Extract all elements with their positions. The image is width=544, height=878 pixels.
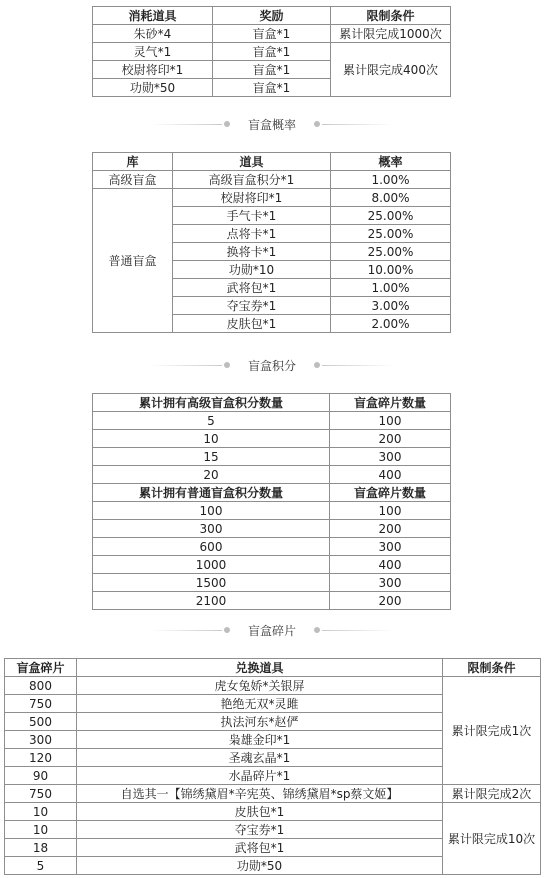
fragment-cost-cell: 5	[5, 857, 77, 875]
header-rate: 概率	[331, 153, 451, 171]
reward-cell: 盲盒*1	[213, 79, 331, 97]
limit-cell: 累计限完成1次	[443, 677, 541, 785]
header-consume-item: 消耗道具	[93, 7, 213, 25]
table-header-row	[5, 659, 541, 677]
limit-cell: 累计限完成10次	[443, 803, 541, 875]
probability-table	[92, 152, 451, 333]
header-fragment-count: 盲盒碎片数量	[330, 394, 451, 412]
limit-cell: 累计限完成2次	[443, 785, 541, 803]
fragment-cost-cell: 10	[5, 821, 77, 839]
divider-line	[150, 124, 222, 125]
fragment-count-cell: 100	[330, 412, 451, 430]
table-row	[93, 171, 451, 189]
table-header-row	[93, 153, 451, 171]
divider-line	[322, 365, 394, 366]
section-divider-probability	[0, 115, 544, 135]
exchange-item-cell: 虎女兔娇*关银屏	[77, 677, 443, 695]
header-pool: 库	[93, 153, 173, 171]
table-row	[93, 520, 451, 538]
table-row	[93, 502, 451, 520]
table-row	[93, 430, 451, 448]
fragment-count-cell: 200	[330, 430, 451, 448]
fragment-count-cell: 400	[330, 556, 451, 574]
points-cell: 1500	[93, 574, 330, 592]
table-row	[93, 189, 451, 207]
section-divider-points	[0, 356, 544, 376]
exchange-item-cell: 自选其一【锦绣黛眉*辛宪英、锦绣黛眉*sp蔡文姬】	[77, 785, 443, 803]
fragment-cost-cell: 750	[5, 785, 77, 803]
points-cell: 5	[93, 412, 330, 430]
header-fragment-cost: 盲盒碎片	[5, 659, 77, 677]
fragment-count-cell: 200	[330, 592, 451, 610]
exchange-item-cell: 功勋*50	[77, 857, 443, 875]
fragment-cost-cell: 90	[5, 767, 77, 785]
exchange-item-cell: 夺宝券*1	[77, 821, 443, 839]
item-cell: 功勋*10	[173, 261, 331, 279]
rate-cell: 2.00%	[331, 315, 451, 333]
rate-cell: 1.00%	[331, 171, 451, 189]
rate-cell: 8.00%	[331, 189, 451, 207]
table-row	[93, 43, 451, 61]
exchange-item-cell: 皮肤包*1	[77, 803, 443, 821]
item-cell: 校尉将印*1	[173, 189, 331, 207]
rate-cell: 10.00%	[331, 261, 451, 279]
fragment-cost-cell: 750	[5, 695, 77, 713]
limit-cell: 累计限完成1000次	[331, 25, 451, 43]
fragment-cost-cell: 300	[5, 731, 77, 749]
table-row	[93, 25, 451, 43]
points-cell: 300	[93, 520, 330, 538]
table-row	[5, 785, 541, 803]
table-row	[5, 677, 541, 695]
points-cell: 20	[93, 466, 330, 484]
header-normal-points: 累计拥有普通盲盒积分数量	[93, 484, 330, 502]
section-divider-fragments	[0, 621, 544, 641]
section-title-fragments: 盲盒碎片	[247, 624, 296, 638]
table-row	[93, 592, 451, 610]
divider-dot	[314, 121, 320, 127]
rate-cell: 3.00%	[331, 297, 451, 315]
item-cell: 手气卡*1	[173, 207, 331, 225]
table-header-row	[93, 394, 451, 412]
divider-line	[322, 124, 394, 125]
consume-item-cell: 朱砂*4	[93, 25, 213, 43]
item-cell: 夺宝券*1	[173, 297, 331, 315]
fragments-exchange-table	[4, 658, 541, 875]
reward-cell: 盲盒*1	[213, 25, 331, 43]
exchange-item-cell: 枭雄金印*1	[77, 731, 443, 749]
fragment-cost-cell: 800	[5, 677, 77, 695]
fragment-count-cell: 300	[330, 448, 451, 466]
reward-cell: 盲盒*1	[213, 43, 331, 61]
section-title-probability: 盲盒概率	[247, 118, 296, 132]
fragment-cost-cell: 18	[5, 839, 77, 857]
table-row	[5, 803, 541, 821]
table-row	[93, 412, 451, 430]
table-header-row	[93, 484, 451, 502]
divider-line	[150, 365, 222, 366]
fragment-cost-cell: 10	[5, 803, 77, 821]
pool-cell: 普通盲盒	[93, 189, 173, 333]
exchange-item-cell: 圣魂玄晶*1	[77, 749, 443, 767]
header-limit: 限制条件	[331, 7, 451, 25]
table-row	[93, 574, 451, 592]
item-cell: 皮肤包*1	[173, 315, 331, 333]
fragment-count-cell: 300	[330, 538, 451, 556]
rate-cell: 1.00%	[331, 279, 451, 297]
consume-table	[92, 6, 451, 97]
fragment-count-cell: 300	[330, 574, 451, 592]
reward-cell: 盲盒*1	[213, 61, 331, 79]
exchange-item-cell: 艳绝无双*灵雎	[77, 695, 443, 713]
table-header-row	[93, 7, 451, 25]
header-item: 道具	[173, 153, 331, 171]
points-cell: 600	[93, 538, 330, 556]
section-title-points: 盲盒积分	[247, 359, 296, 373]
table-row	[93, 448, 451, 466]
fragment-cost-cell: 120	[5, 749, 77, 767]
fragment-count-cell: 200	[330, 520, 451, 538]
consume-item-cell: 校尉将印*1	[93, 61, 213, 79]
points-table	[92, 393, 451, 610]
points-cell: 1000	[93, 556, 330, 574]
table-row	[93, 466, 451, 484]
table-row	[93, 538, 451, 556]
pool-cell: 高级盲盒	[93, 171, 173, 189]
consume-item-cell: 灵气*1	[93, 43, 213, 61]
rate-cell: 25.00%	[331, 243, 451, 261]
table-row	[93, 556, 451, 574]
exchange-item-cell: 武将包*1	[77, 839, 443, 857]
exchange-item-cell: 水晶碎片*1	[77, 767, 443, 785]
points-cell: 100	[93, 502, 330, 520]
item-cell: 武将包*1	[173, 279, 331, 297]
points-cell: 15	[93, 448, 330, 466]
points-cell: 10	[93, 430, 330, 448]
points-cell: 2100	[93, 592, 330, 610]
header-advanced-points: 累计拥有高级盲盒积分数量	[93, 394, 330, 412]
header-reward: 奖励	[213, 7, 331, 25]
item-cell: 高级盲盒积分*1	[173, 171, 331, 189]
header-fragment-count: 盲盒碎片数量	[330, 484, 451, 502]
item-cell: 点将卡*1	[173, 225, 331, 243]
limit-cell: 累计限完成400次	[331, 43, 451, 97]
consume-item-cell: 功勋*50	[93, 79, 213, 97]
divider-dot	[314, 627, 320, 633]
fragment-count-cell: 400	[330, 466, 451, 484]
divider-line	[150, 630, 222, 631]
divider-dot	[314, 362, 320, 368]
rate-cell: 25.00%	[331, 225, 451, 243]
fragment-cost-cell: 500	[5, 713, 77, 731]
header-limit: 限制条件	[443, 659, 541, 677]
rate-cell: 25.00%	[331, 207, 451, 225]
exchange-item-cell: 执法河东*赵俨	[77, 713, 443, 731]
fragment-count-cell: 100	[330, 502, 451, 520]
header-exchange-item: 兑换道具	[77, 659, 443, 677]
item-cell: 换将卡*1	[173, 243, 331, 261]
divider-line	[322, 630, 394, 631]
